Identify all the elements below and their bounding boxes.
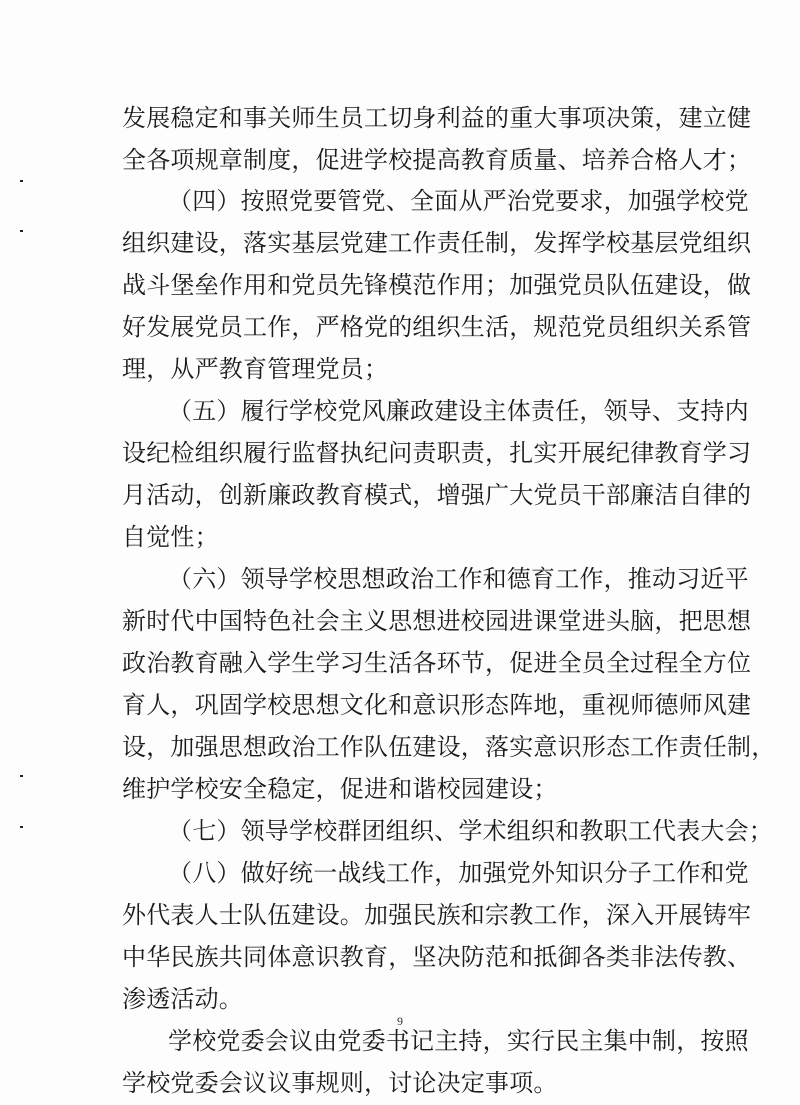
text-line: 维护学校安全稳定，促进和谐校园建设； [122,775,558,803]
text-line: 学校党委会议由党委书记主持，实行民主集中制，按照 [168,1027,749,1055]
text-line: 发展稳定和事关师生员工切身利益的重大事项决策，建立健 [122,104,752,132]
text-line: 理，从严教育管理党员； [122,355,389,383]
text-line: 好发展党员工作，严格党的组织生活，规范党员组织关系管 [122,313,752,341]
scan-mark [20,230,23,232]
text-line: 育人，巩固学校思想文化和意识形态阵地，重视师德师风建 [122,691,752,719]
text-line: 全各项规章制度，促进学校提高教育质量、培养合格人才； [122,146,752,174]
text-line: 渗透活动。 [122,985,243,1013]
scan-mark [20,180,23,182]
scan-mark [20,826,23,828]
page-number: 9 [397,1014,403,1028]
text-line: 中华民族共同体意识教育，坚决防范和抵御各类非法传教、 [122,943,752,971]
text-line: 政治教育融入学生学习生活各环节，促进全员全过程全方位 [122,649,752,677]
text-line: 设纪检组织履行监督执纪问责职责，扎实开展纪律教育学习 [122,439,752,467]
text-line: （八）做好统一战线工作，加强党外知识分子工作和党 [168,859,749,887]
text-line: 组织建设，落实基层党建工作责任制，发挥学校基层党组织 [122,229,752,257]
text-line: 月活动，创新廉政教育模式，增强广大党员干部廉洁自律的 [122,481,752,509]
text-line: 自觉性； [122,523,219,551]
text-line: 设，加强思想政治工作队伍建设，落实意识形态工作责任制， [122,733,776,761]
scan-mark [20,775,23,777]
text-line: （六）领导学校思想政治工作和德育工作，推动习近平 [168,565,749,593]
text-line: 战斗堡垒作用和党员先锋模范作用；加强党员队伍建设，做 [122,271,752,299]
text-line: 新时代中国特色社会主义思想进校园进课堂进头脑，把思想 [122,607,752,635]
text-line: 外代表人士队伍建设。加强民族和宗教工作，深入开展铸牢 [122,901,752,929]
text-line: （七）领导学校群团组织、学术组织和教职工代表大会； [168,817,773,845]
text-line: （五）履行学校党风廉政建设主体责任，领导、支持内 [168,397,749,425]
text-line: （四）按照党要管党、全面从严治党要求，加强学校党 [168,187,749,215]
text-line: 学校党委会议议事规则，讨论决定事项。 [122,1069,558,1097]
